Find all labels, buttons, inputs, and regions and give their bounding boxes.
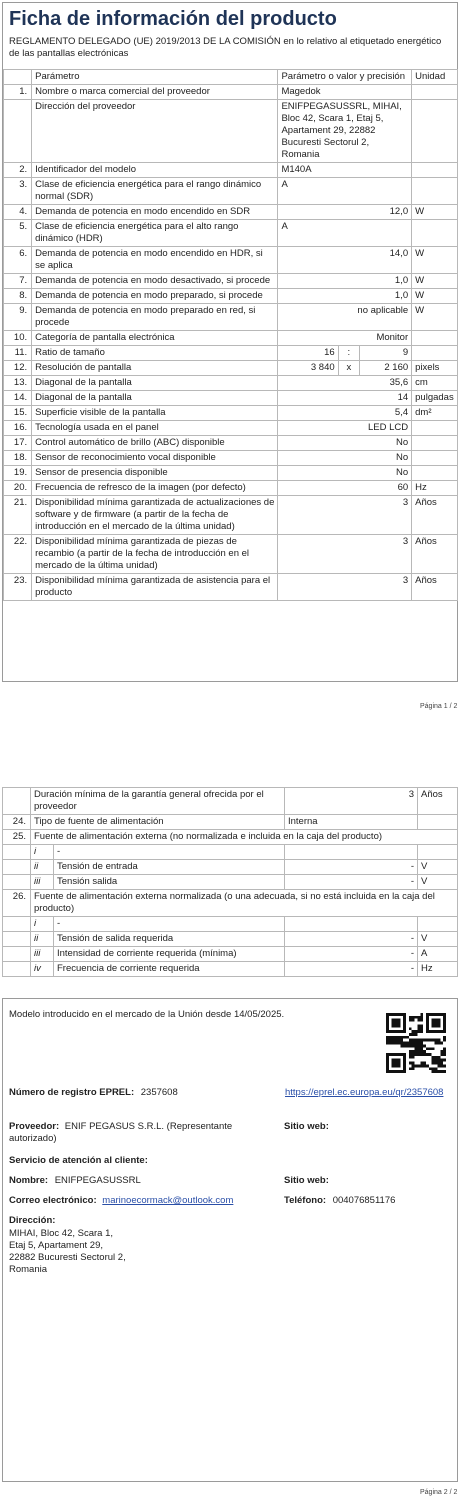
row-parameter: Superficie visible de la pantalla (32, 406, 278, 421)
row-unit (412, 100, 458, 163)
table-row (4, 304, 458, 331)
address-line: 22882 Bucuresti Sectorul 2, (9, 1252, 126, 1263)
row-unit (412, 451, 458, 466)
row-number: 21. (4, 496, 32, 535)
row-unit: W (412, 289, 458, 304)
header-unit: Unidad (412, 70, 458, 85)
name-line (9, 1175, 141, 1187)
row-parameter: Disponibilidad mínima garantizada de actualizaciones de software y de firmware (a partir de la fecha de introducción en el mercado de la última unidad) (32, 496, 278, 535)
row-parameter: Diagonal de la pantalla (32, 376, 278, 391)
row-unit (412, 421, 458, 436)
row-number: 24. (3, 815, 31, 830)
table-row (4, 481, 458, 496)
row-number (3, 962, 31, 977)
row-number (3, 860, 31, 875)
row-parameter: Tensión de salida requerida (54, 932, 285, 947)
row-value: - (285, 932, 418, 947)
row-number: 11. (4, 346, 32, 361)
introduced-text: Modelo introducido en el mercado de la Unión desde 14/05/2025. (9, 1009, 285, 1020)
row-parameter: Diagonal de la pantalla (32, 391, 278, 406)
row-number: 19. (4, 466, 32, 481)
row-parameter: Identificador del modelo (32, 163, 278, 178)
row-number: 8. (4, 289, 32, 304)
row-parameter: Demanda de potencia en modo encendido en SDR (32, 205, 278, 220)
table-row (4, 274, 458, 289)
row-number: 7. (4, 274, 32, 289)
row-value: Magedok (278, 85, 412, 100)
table-row (4, 496, 458, 535)
row-parameter: Demanda de potencia en modo encendido en HDR, si se aplica (32, 247, 278, 274)
table-row (3, 962, 458, 977)
row-number: 23. (4, 574, 32, 601)
web2-label: Sitio web: (284, 1175, 329, 1186)
row-unit: Años (418, 788, 458, 815)
row-parameter: Fuente de alimentación externa normalizada (o una adecuada, si no está incluida en la caja del producto) (31, 890, 458, 917)
row-value: 35,6 (278, 376, 412, 391)
address-label: Dirección: (9, 1215, 56, 1226)
row-value: 14,0 (278, 247, 412, 274)
provider-label: Proveedor: (9, 1121, 60, 1132)
row-unit: Años (412, 535, 458, 574)
row-value: 1,0 (278, 274, 412, 289)
row-number: 20. (4, 481, 32, 496)
email-line (9, 1195, 233, 1207)
table-row (3, 932, 458, 947)
row-unit (412, 466, 458, 481)
row-unit (418, 815, 458, 830)
row-parameter: Frecuencia de corriente requerida (54, 962, 285, 977)
row-value: Interna (285, 815, 418, 830)
table-row (4, 220, 458, 247)
row-number (3, 947, 31, 962)
row-number: 26. (3, 890, 31, 917)
row-value-a: 16 (278, 346, 338, 361)
row-number: 12. (4, 361, 32, 376)
row-number (3, 932, 31, 947)
row-number: 5. (4, 220, 32, 247)
row-number: 25. (3, 830, 31, 845)
table-row (4, 574, 458, 601)
row-parameter: Clase de eficiencia energética para el alto rango dinámico (HDR) (32, 220, 278, 247)
web-label: Sitio web: (284, 1121, 329, 1132)
row-unit (418, 917, 458, 932)
row-value: No (278, 436, 412, 451)
row-value: - (285, 947, 418, 962)
row-parameter: Frecuencia de refresco de la imagen (por defecto) (32, 481, 278, 496)
row-number: 14. (4, 391, 32, 406)
table-header (4, 70, 458, 85)
row-number (3, 917, 31, 932)
table-row (4, 451, 458, 466)
row-unit: W (412, 304, 458, 331)
table-row (4, 346, 458, 361)
table-row (4, 361, 458, 376)
row-unit: pixels (412, 361, 458, 376)
row-separator: x (338, 361, 359, 376)
table-row (4, 535, 458, 574)
address-block (9, 1228, 126, 1276)
eprel-link[interactable]: https://eprel.ec.europa.eu/qr/2357608 (285, 1087, 444, 1098)
row-unit: Hz (412, 481, 458, 496)
row-unit: dm² (412, 406, 458, 421)
row-unit (412, 331, 458, 346)
row-number: 2. (4, 163, 32, 178)
row-number: 22. (4, 535, 32, 574)
row-value: 3 (285, 788, 418, 815)
eprel-value: 2357608 (140, 1087, 178, 1098)
page-number-2: Página 2 / 2 (420, 1489, 458, 1496)
row-number: 13. (4, 376, 32, 391)
row-parameter: Ratio de tamaño (32, 346, 278, 361)
row-value: 3 (278, 535, 412, 574)
row-sub-index: i (31, 845, 54, 860)
header-param: Parámetro (32, 70, 278, 85)
row-value: 12,0 (278, 205, 412, 220)
row-parameter: Control automático de brillo (ABC) disponible (32, 436, 278, 451)
table-row (4, 376, 458, 391)
address-line: Romania (9, 1264, 48, 1275)
row-value: - (285, 962, 418, 977)
table-row (3, 788, 458, 815)
row-unit (412, 85, 458, 100)
row-parameter: Demanda de potencia en modo preparado, si procede (32, 289, 278, 304)
row-parameter: Intensidad de corriente requerida (mínima) (54, 947, 285, 962)
row-value: - (285, 860, 418, 875)
address-line: Etaj 5, Apartament 29, (9, 1240, 104, 1251)
row-value: Monitor (278, 331, 412, 346)
row-value (285, 845, 418, 860)
table-row (4, 466, 458, 481)
header-value: Parámetro o valor y precisión (278, 70, 412, 85)
row-parameter: Fuente de alimentación externa (no normalizada e incluida en la caja del producto) (31, 830, 458, 845)
table-row (3, 860, 458, 875)
table-row (3, 845, 458, 860)
row-number: 10. (4, 331, 32, 346)
row-value: ENIFPEGASUSSRL, MIHAI, Bloc 42, Scara 1, Etaj 5, Apartament 29, 22882 Bucuresti Sectorul 2, Romania (278, 100, 412, 163)
row-number (4, 100, 32, 163)
row-number: 1. (4, 85, 32, 100)
table-row (3, 815, 458, 830)
row-number: 15. (4, 406, 32, 421)
row-value: - (285, 875, 418, 890)
table-row (3, 875, 458, 890)
row-parameter: Duración mínima de la garantía general ofrecida por el proveedor (31, 788, 285, 815)
row-unit: A (418, 947, 458, 962)
row-parameter: Tipo de fuente de alimentación (31, 815, 285, 830)
row-unit (418, 845, 458, 860)
row-parameter: Demanda de potencia en modo desactivado, si procede (32, 274, 278, 289)
row-number: 3. (4, 178, 32, 205)
table-row (4, 421, 458, 436)
row-separator: : (338, 346, 359, 361)
page-1 (2, 2, 458, 682)
phone-line (284, 1195, 395, 1207)
row-unit (412, 346, 458, 361)
parameters-table (3, 69, 458, 601)
row-number: 17. (4, 436, 32, 451)
eprel-line (9, 1087, 178, 1099)
document-title: Ficha de información del producto (9, 8, 337, 30)
table-row (3, 947, 458, 962)
row-number (3, 875, 31, 890)
row-parameter: Disponibilidad mínima garantizada de asistencia para el producto (32, 574, 278, 601)
row-value: A (278, 178, 412, 205)
row-unit: W (412, 205, 458, 220)
name-value: ENIFPEGASUSSRL (54, 1175, 141, 1186)
row-number: 16. (4, 421, 32, 436)
table-row (4, 205, 458, 220)
row-sub-index: ii (31, 932, 54, 947)
row-number: 4. (4, 205, 32, 220)
row-sub-index: ii (31, 860, 54, 875)
table-row (4, 100, 458, 163)
row-parameter: Sensor de presencia disponible (32, 466, 278, 481)
row-value: 5,4 (278, 406, 412, 421)
table-row (4, 163, 458, 178)
row-parameter: Clase de eficiencia energética para el rango dinámico normal (SDR) (32, 178, 278, 205)
table-row (4, 247, 458, 274)
row-unit: V (418, 932, 458, 947)
service-label: Servicio de atención al cliente: (9, 1155, 148, 1166)
row-unit (412, 436, 458, 451)
row-value: LED LCD (278, 421, 412, 436)
table-row (3, 830, 458, 845)
qr-code-icon (386, 1013, 446, 1073)
row-number: 18. (4, 451, 32, 466)
table-row (4, 436, 458, 451)
row-value: A (278, 220, 412, 247)
row-parameter: Tecnología usada en el panel (32, 421, 278, 436)
row-number: 9. (4, 304, 32, 331)
supplier-info-box (2, 998, 458, 1482)
phone-label: Teléfono: (284, 1195, 327, 1206)
provider-line (9, 1121, 281, 1145)
address-line: MIHAI, Bloc 42, Scara 1, (9, 1228, 114, 1239)
phone-value: 004076851176 (332, 1195, 396, 1206)
table-row (3, 917, 458, 932)
row-parameter: Disponibilidad mínima garantizada de piezas de recambio (a partir de la fecha de introducción en el mercado de la última unidad) (32, 535, 278, 574)
row-value: 14 (278, 391, 412, 406)
page2-table (2, 787, 458, 977)
row-parameter: Demanda de potencia en modo preparado en red, si procede (32, 304, 278, 331)
row-value: 60 (278, 481, 412, 496)
row-value-b: 9 (360, 346, 412, 361)
name-label: Nombre: (9, 1175, 49, 1186)
row-value: 1,0 (278, 289, 412, 304)
row-value: no aplicable (278, 304, 412, 331)
row-value: No (278, 451, 412, 466)
table-row (4, 331, 458, 346)
row-parameter: Categoría de pantalla electrónica (32, 331, 278, 346)
row-value-b: 2 160 (360, 361, 412, 376)
row-value: 3 (278, 574, 412, 601)
row-value: No (278, 466, 412, 481)
row-number (3, 788, 31, 815)
row-value: M140A (278, 163, 412, 178)
provider-value: ENIF PEGASUS S.R.L. (Representante autorizado) (9, 1121, 233, 1144)
row-unit: V (418, 860, 458, 875)
row-sub-index: iii (31, 875, 54, 890)
row-parameter: Tensión salida (54, 875, 285, 890)
row-unit (412, 220, 458, 247)
row-unit (412, 178, 458, 205)
table-row (4, 85, 458, 100)
regulation-text: REGLAMENTO DELEGADO (UE) 2019/2013 DE LA COMISIÓN en lo relativo al etiquetado energético de las pantallas electrónicas (9, 36, 442, 59)
row-parameter: - (54, 917, 285, 932)
row-parameter: Tensión de entrada (54, 860, 285, 875)
row-sub-index: i (31, 917, 54, 932)
row-value-a: 3 840 (278, 361, 338, 376)
email-link[interactable]: marinoecormack@outlook.com (102, 1195, 234, 1206)
email-label: Correo electrónico: (9, 1195, 97, 1206)
row-unit: pulgadas (412, 391, 458, 406)
eprel-label: Número de registro EPREL: (9, 1087, 135, 1098)
row-parameter: - (54, 845, 285, 860)
row-unit: cm (412, 376, 458, 391)
row-sub-index: iv (31, 962, 54, 977)
table-row (4, 289, 458, 304)
page-number-1: Página 1 / 2 (420, 703, 458, 710)
row-unit: W (412, 274, 458, 289)
row-parameter: Sensor de reconocimiento vocal disponible (32, 451, 278, 466)
row-unit: V (418, 875, 458, 890)
row-value: 3 (278, 496, 412, 535)
row-unit: W (412, 247, 458, 274)
row-sub-index: iii (31, 947, 54, 962)
table-row (4, 391, 458, 406)
row-unit: Años (412, 496, 458, 535)
row-unit (412, 163, 458, 178)
table-row (4, 178, 458, 205)
table-row (3, 890, 458, 917)
row-unit: Años (412, 574, 458, 601)
row-parameter: Resolución de pantalla (32, 361, 278, 376)
row-value (285, 917, 418, 932)
row-number: 6. (4, 247, 32, 274)
row-unit: Hz (418, 962, 458, 977)
row-number (3, 845, 31, 860)
row-parameter: Nombre o marca comercial del proveedor (32, 85, 278, 100)
table-row (4, 406, 458, 421)
row-parameter: Dirección del proveedor (32, 100, 278, 163)
